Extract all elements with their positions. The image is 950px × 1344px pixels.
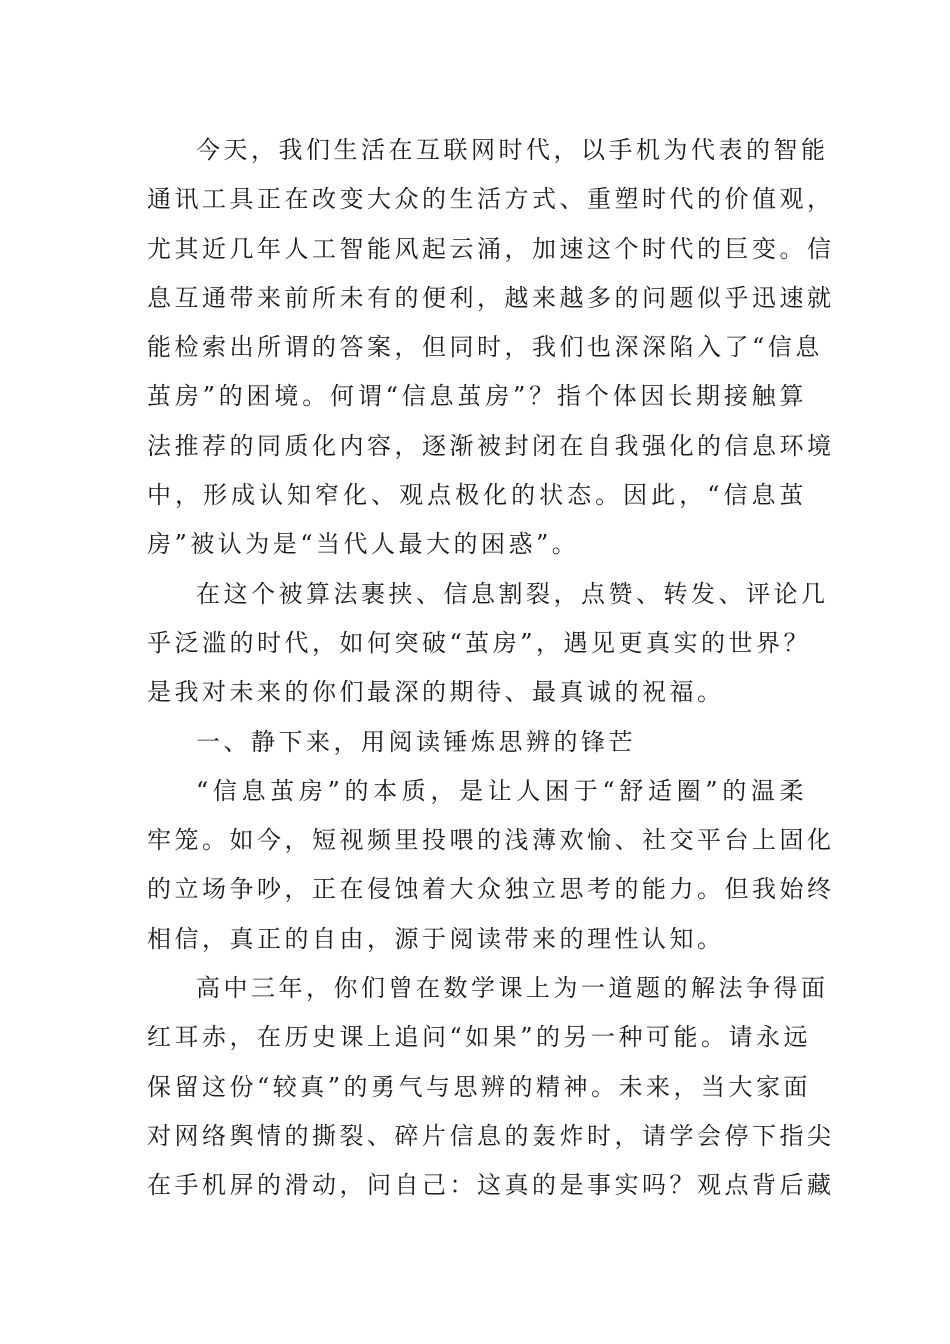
paragraph-1-line-9: 房”被认为是“当代人最大的困惑”。 <box>147 530 580 559</box>
document-body <box>147 126 835 1211</box>
paragraph-1-line-7: 法推荐的同质化内容，逐渐被封闭在自我强化的信息环境 <box>147 431 835 460</box>
paragraph-3-line-4: 相信，真正的自由，源于阅读带来的理性认知。 <box>147 924 725 953</box>
paragraph-1-line-6: 茧房”的困境。何谓“信息茧房”？指个体因长期接触算 <box>147 382 807 411</box>
paragraph-2-line-2: 乎泛滥的时代，如何突破“茧房”，遇见更真实的世界？ <box>147 628 812 657</box>
paragraph-1-line-3: 尤其近几年人工智能风起云涌，加速这个时代的巨变。信 <box>147 234 835 263</box>
paragraph-1-line-5: 能检索出所谓的答案，但同时，我们也深深陷入了“信息 <box>147 333 823 362</box>
paragraph-4-line-4: 对网络舆情的撕裂、碎片信息的轰炸时，请学会停下指尖 <box>147 1121 835 1150</box>
section-heading: 一、静下来，用阅读锤炼思辨的锋芒 <box>196 727 636 756</box>
paragraph-2-line-3: 是我对未来的你们最深的期待、最真诚的祝福。 <box>147 678 725 707</box>
paragraph-4-line-5: 在手机屏的滑动，问自己：这真的是事实吗？观点背后藏 <box>147 1171 835 1200</box>
paragraph-1-line-1: 今天，我们生活在互联网时代，以手机为代表的智能 <box>196 136 829 164</box>
paragraph-3-line-2: 牢笼。如今，短视频里投喂的浅薄欢愉、社交平台上固化 <box>147 826 835 855</box>
paragraph-1-line-2: 通讯工具正在改变大众的生活方式、重塑时代的价值观， <box>147 185 835 214</box>
paragraph-4-line-2: 红耳赤，在历史课上追问“如果”的另一种可能。请永远 <box>147 1023 812 1052</box>
paragraph-4-line-3: 保留这份“较真”的勇气与思辨的精神。未来，当大家面 <box>147 1072 812 1101</box>
paragraph-4-line-1: 高中三年，你们曾在数学课上为一道题的解法争得面 <box>196 974 829 1003</box>
paragraph-3-line-1: “信息茧房”的本质，是让人困于“舒适圈”的温柔 <box>196 776 807 805</box>
paragraph-1-line-8: 中，形成认知窄化、观点极化的状态。因此，“信息茧 <box>147 481 807 510</box>
paragraph-1-line-4: 息互通带来前所未有的便利，越来越多的问题似乎迅速就 <box>147 283 835 312</box>
paragraph-2-line-1: 在这个被算法裹挟、信息割裂，点赞、转发、评论几 <box>196 579 829 608</box>
paragraph-3-line-3: 的立场争吵，正在侵蚀着大众独立思考的能力。但我始终 <box>147 875 835 904</box>
